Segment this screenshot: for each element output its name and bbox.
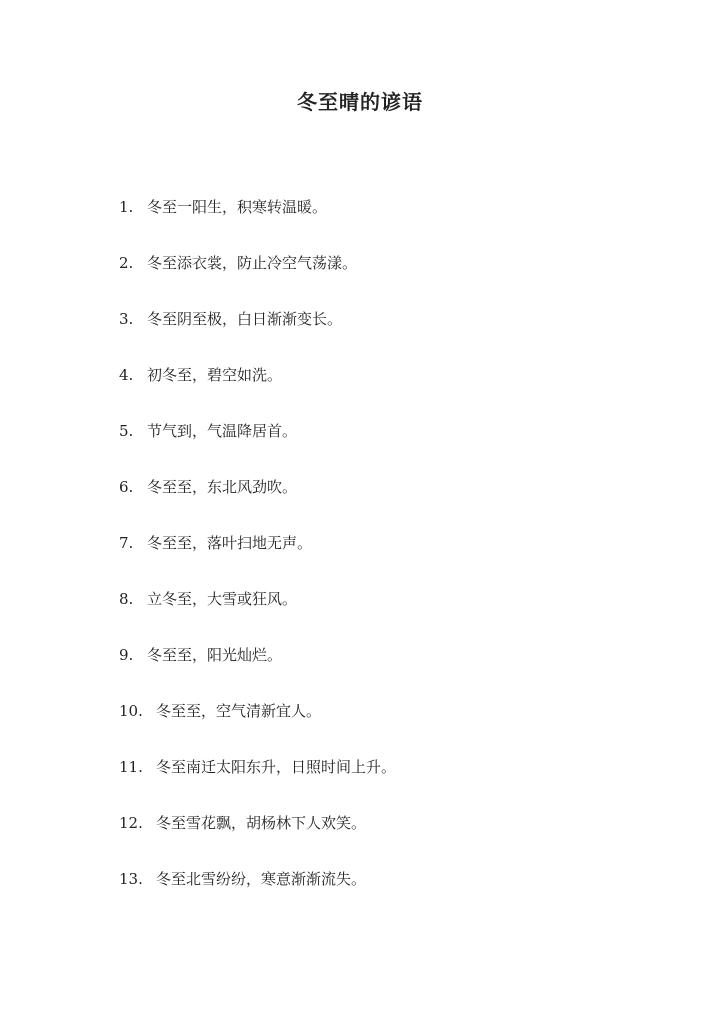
proverb-list [119, 196, 396, 924]
item-text: 冬至添衣裳，防止冷空气荡漾。 [147, 254, 358, 272]
item-number: 3. [119, 310, 134, 328]
item-number: 11. [119, 758, 143, 776]
list-item [119, 196, 396, 252]
item-text: 冬至一阳生，积寒转温暖。 [147, 198, 328, 216]
list-item [119, 252, 396, 308]
item-text: 冬至北雪纷纷，寒意渐渐流失。 [156, 870, 367, 888]
item-number: 13. [119, 870, 143, 888]
list-item [119, 812, 396, 868]
item-number: 10. [119, 702, 143, 720]
item-text: 立冬至，大雪或狂风。 [147, 590, 298, 608]
item-number: 1. [119, 198, 134, 216]
item-text: 冬至至，空气清新宜人。 [156, 702, 322, 720]
item-text: 冬至至，东北风劲吹。 [147, 478, 298, 496]
item-text: 冬至南迁太阳东升，日照时间上升。 [156, 758, 397, 776]
item-number: 6. [119, 478, 134, 496]
list-item [119, 868, 396, 924]
item-text: 冬至至，阳光灿烂。 [147, 646, 283, 664]
item-number: 7. [119, 534, 134, 552]
item-text: 初冬至，碧空如洗。 [147, 366, 283, 384]
item-number: 8. [119, 590, 134, 608]
item-number: 9. [119, 646, 134, 664]
list-item [119, 588, 396, 644]
item-number: 5. [119, 422, 134, 440]
list-item [119, 756, 396, 812]
item-text: 冬至雪花飘，胡杨林下人欢笑。 [156, 814, 367, 832]
list-item [119, 364, 396, 420]
item-number: 4. [119, 366, 134, 384]
item-text: 冬至至，落叶扫地无声。 [147, 534, 313, 552]
item-text: 冬至阴至极，白日渐渐变长。 [147, 310, 343, 328]
list-item [119, 700, 396, 756]
list-item [119, 532, 396, 588]
list-item [119, 644, 396, 700]
item-text: 节气到，气温降居首。 [147, 422, 298, 440]
list-item [119, 308, 396, 364]
document-title: 冬至晴的谚语 [297, 90, 423, 114]
list-item [119, 420, 396, 476]
item-number: 2. [119, 254, 134, 272]
item-number: 12. [119, 814, 143, 832]
list-item [119, 476, 396, 532]
